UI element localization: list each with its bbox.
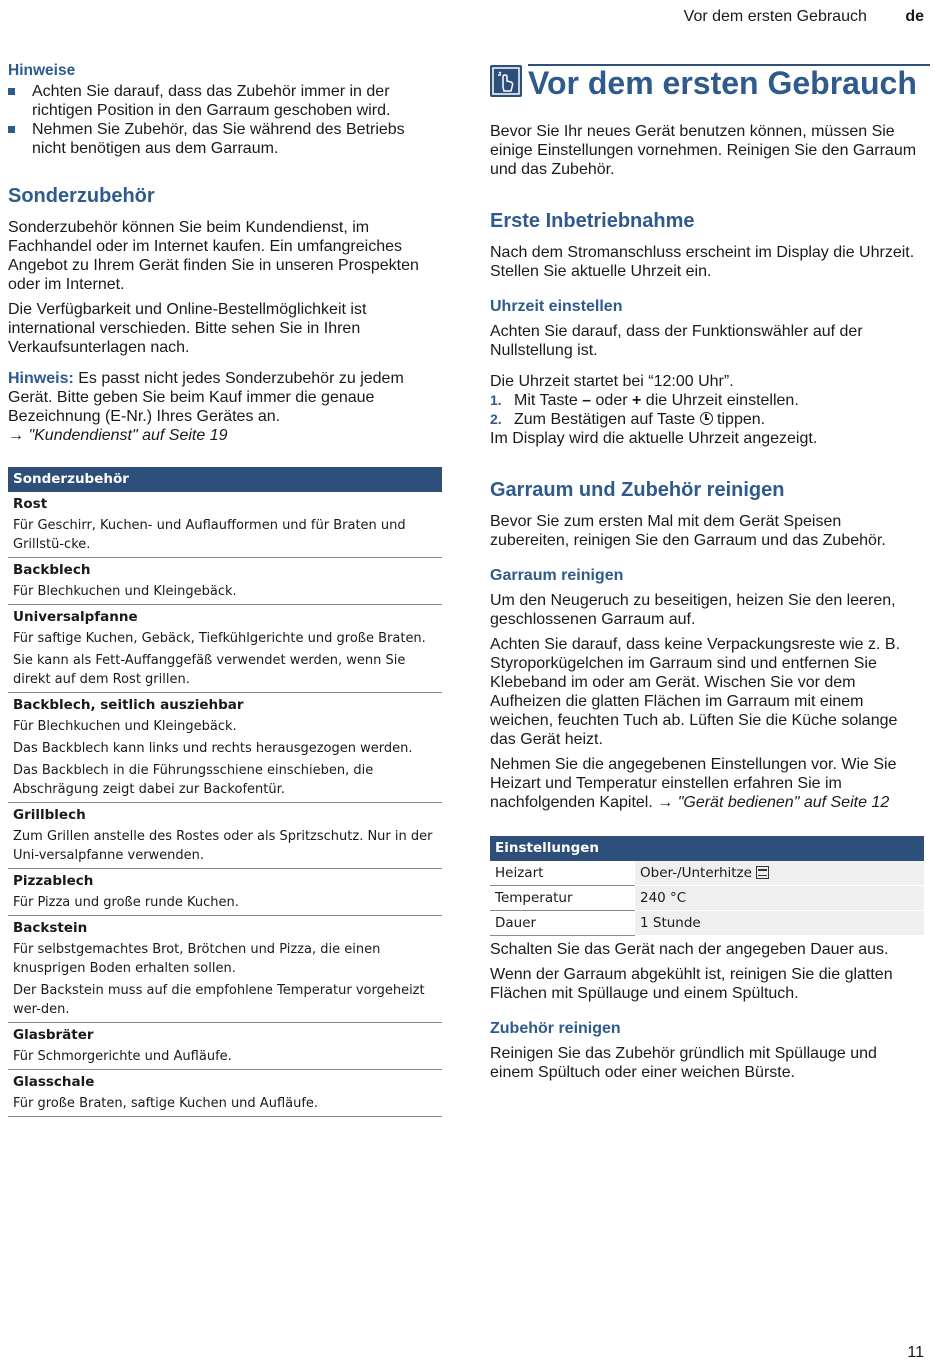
chapter-intro: Bevor Sie Ihr neues Gerät benutzen können, müssen Sie einige Einstellungen vornehmen. Reinigen Sie den Garraum und das Zubehör. <box>490 123 917 178</box>
top-bottom-heat-icon <box>756 866 769 879</box>
list-item: Achten Sie darauf, dass das Zubehör immer in der richtigen Position in den Garraum geschoben wird. <box>8 82 442 120</box>
table-row <box>490 861 924 886</box>
accessory-name: Universalpfanne <box>13 609 138 625</box>
notes-title: Hinweise <box>8 62 76 79</box>
table-row <box>8 693 442 803</box>
accessory-name: Glasschale <box>13 1074 95 1090</box>
set-clock-steps <box>490 391 924 429</box>
table-row <box>8 558 442 605</box>
set-clock-paragraph-3: Im Display wird die aktuelle Uhrzeit angezeigt. <box>490 430 818 447</box>
step-number: 2. <box>490 411 502 427</box>
table-cell-value <box>635 861 924 886</box>
table-cell-key: Heizart <box>490 861 635 886</box>
step-text: oder <box>591 392 632 409</box>
accessory-description: Für Pizza und große runde Kuchen. <box>13 895 239 910</box>
accessory-description: Sie kann als Fett-Auffanggefäß verwendet werden, wenn Sie direkt auf dem Rost grillen. <box>13 653 406 687</box>
accessories-hint <box>8 369 442 445</box>
cleaning-heading: Garraum und Zubehör reinigen <box>490 479 785 501</box>
set-clock-paragraph-2: Die Uhrzeit startet bei “12:00 Uhr”. <box>490 373 734 390</box>
table-row <box>8 1023 442 1070</box>
table-row <box>8 869 442 916</box>
clean-accessories-heading: Zubehör reinigen <box>490 1020 621 1037</box>
arrow-icon: → <box>657 794 674 811</box>
accessory-name: Pizzablech <box>13 873 94 889</box>
accessory-description: Für Blechkuchen und Kleingebäck. <box>13 719 237 734</box>
settings-table <box>490 836 924 936</box>
clean-oven-paragraph-4: Schalten Sie das Gerät nach der angegeben Dauer aus. <box>490 941 889 958</box>
clean-oven-paragraph-1: Um den Neugeruch zu beseitigen, heizen Sie den leeren, geschlossenen Garraum auf. <box>490 592 896 628</box>
accessories-paragraph-2: Die Verfügbarkeit und Online-Bestellmöglichkeit ist international verschieden. Bitte sehen Sie in Ihren Verkaufsunterlagen nach. <box>8 301 367 356</box>
page-header <box>684 8 924 26</box>
right-column <box>490 62 924 1082</box>
accessory-description: Zum Grillen anstelle des Rostes oder als Spritzschutz. Nur in der Uni-versalpfanne verwenden. <box>13 829 433 863</box>
table-row <box>490 886 924 911</box>
table-cell-key: Dauer <box>490 911 635 936</box>
table-row <box>8 1070 442 1117</box>
left-column <box>8 62 442 1117</box>
accessory-description: Der Backstein muss auf die empfohlene Temperatur vorgeheizt wer-den. <box>13 983 425 1017</box>
accessory-description: Das Backblech in die Führungsschiene einschieben, die Abschrägung zeigt dabei zur Backofentür. <box>13 763 374 797</box>
hint-text: Es passt nicht jedes Sonderzubehör zu jedem Gerät. Bitte geben Sie beim Kauf immer die genaue Bezeichnung (E-Nr.) Ihres Gerätes an. <box>8 370 404 425</box>
step-text: tippen. <box>712 411 766 428</box>
table-header: Sonderzubehör <box>8 467 442 492</box>
table-row <box>8 492 442 558</box>
accessory-description: Für Schmorgerichte und Aufläufe. <box>13 1049 232 1064</box>
accessory-description: Für Blechkuchen und Kleingebäck. <box>13 584 237 599</box>
minus-key-icon: – <box>582 392 592 409</box>
set-clock-heading: Uhrzeit einstellen <box>490 298 623 315</box>
hint-label: Hinweis: <box>8 370 74 387</box>
table-body <box>8 492 442 1117</box>
clock-key-icon <box>700 412 713 425</box>
step-number: 1. <box>490 392 502 408</box>
accessories-paragraph-1: Sonderzubehör können Sie beim Kundendienst, im Fachhandel oder im Internet kaufen. Ein umfangreiches Angebot zu Ihrem Gerät finden Sie in unseren Prospekten oder im Internet. <box>8 219 419 293</box>
accessory-name: Backstein <box>13 920 88 936</box>
table-row <box>8 605 442 693</box>
table-cell-value: 240 °C <box>635 886 924 911</box>
table-cell-key: Temperatur <box>490 886 635 911</box>
clean-oven-heading: Garraum reinigen <box>490 567 624 584</box>
accessories-heading: Sonderzubehör <box>8 185 155 207</box>
first-use-heading: Erste Inbetriebnahme <box>490 210 695 232</box>
accessory-description: Für große Braten, saftige Kuchen und Aufläufe. <box>13 1096 319 1111</box>
first-use-paragraph: Nach dem Stromanschluss erscheint im Display die Uhrzeit. Stellen Sie aktuelle Uhrzeit ein. <box>490 244 915 280</box>
table-header: Einstellungen <box>490 836 924 861</box>
accessory-description: Für selbstgemachtes Brot, Brötchen und Pizza, die einen knusprigen Boden erhalten sollen. <box>13 942 381 976</box>
accessory-description: Für saftige Kuchen, Gebäck, Tiefkühlgerichte und große Braten. <box>13 631 426 646</box>
heating-mode-value: Ober-/Unterhitze <box>640 865 752 881</box>
list-item <box>490 410 924 429</box>
arrow-icon: → <box>8 427 24 444</box>
list-item <box>490 391 924 410</box>
notes-list <box>8 82 442 158</box>
operate-reference-link[interactable]: "Gerät bedienen" auf Seite 12 <box>677 794 890 811</box>
step-text: Mit Taste <box>514 392 583 409</box>
table-row <box>8 916 442 1023</box>
step-text: Zum Bestätigen auf Taste <box>514 411 700 428</box>
clean-oven-paragraph-2: Achten Sie darauf, dass keine Verpackungsreste wie z. B. Styroporkügelchen im Garraum sind und entfernen Sie Klebeband im oder am Gerät. Wischen Sie vor dem Aufheizen die glatten Flächen im Garraum mit einem weichen, feuchten Tuch ab. Lüften Sie die Küche solange das Gerät heizt. <box>490 636 901 748</box>
clean-accessories-paragraph: Reinigen Sie das Zubehör gründlich mit Spüllauge und einem Spültuch oder einer weichen Bürste. <box>490 1045 877 1081</box>
paragraph-text: Nehmen Sie die angegebenen Einstellungen vor. Wie Sie Heizart und Temperatur einstellen erfahren Sie im nachfolgenden Kapitel. <box>490 756 897 811</box>
accessory-name: Glasbräter <box>13 1027 94 1043</box>
accessory-name: Backblech <box>13 562 91 578</box>
chapter-title: Vor dem ersten Gebrauch <box>528 65 917 101</box>
header-language: de <box>905 8 924 25</box>
table-row <box>8 803 442 869</box>
table-cell-value: 1 Stunde <box>635 911 924 936</box>
hand-touch-icon <box>490 65 522 97</box>
page-number: 11 <box>907 1344 924 1361</box>
accessory-name: Backblech, seitlich ausziehbar <box>13 697 244 713</box>
plus-key-icon: + <box>632 392 642 409</box>
table-row <box>490 911 924 936</box>
clean-oven-paragraph-5: Wenn der Garraum abgekühlt ist, reinigen Sie die glatten Flächen mit Spüllauge und einem Spültuch. <box>490 966 893 1002</box>
accessories-table <box>8 467 442 1117</box>
chapter-title-block <box>490 62 924 102</box>
accessory-name: Rost <box>13 496 48 512</box>
header-section-title: Vor dem ersten Gebrauch <box>683 8 867 25</box>
hint-reference-link[interactable]: "Kundendienst" auf Seite 19 <box>28 427 228 444</box>
accessory-name: Grillblech <box>13 807 86 823</box>
set-clock-paragraph-1: Achten Sie darauf, dass der Funktionswähler auf der Nullstellung ist. <box>490 323 863 359</box>
step-text: die Uhrzeit einstellen. <box>641 392 799 409</box>
cleaning-paragraph: Bevor Sie zum ersten Mal mit dem Gerät Speisen zubereiten, reinigen Sie den Garraum und das Zubehör. <box>490 513 886 549</box>
clean-oven-paragraph-3 <box>490 755 924 812</box>
accessory-description: Für Geschirr, Kuchen- und Auflaufformen und für Braten und Grillstü-cke. <box>13 518 406 552</box>
accessory-description: Das Backblech kann links und rechts herausgezogen werden. <box>13 741 413 756</box>
list-item: Nehmen Sie Zubehör, das Sie während des Betriebs nicht benötigen aus dem Garraum. <box>8 120 442 158</box>
